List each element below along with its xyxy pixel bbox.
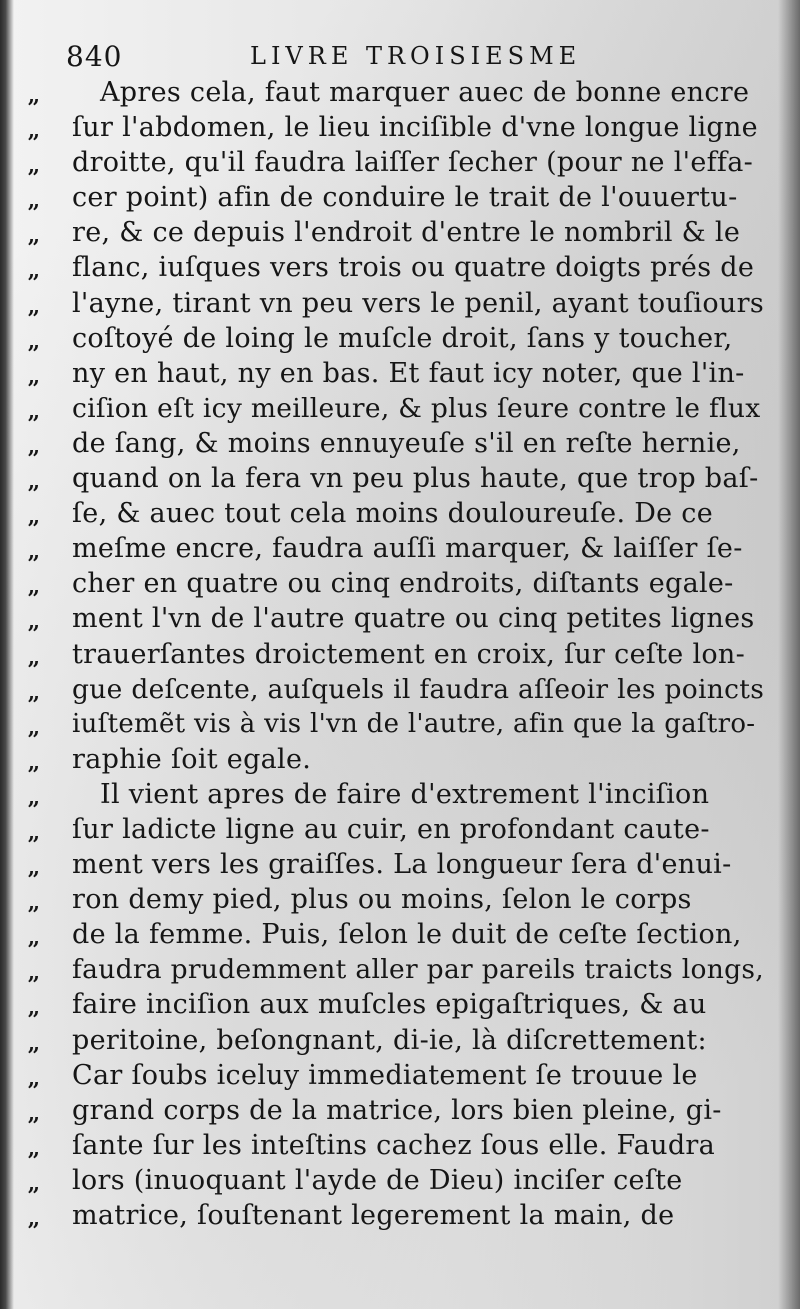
line-text: grand corps de la matrice, lors bien pleine, gi- (72, 1094, 722, 1126)
text-line (28, 75, 773, 110)
line-text: cher en quatre ou cinq endroits, diſtants egale- (72, 568, 734, 600)
line-text: ſante ſur les inteſtins cachez ſous elle. Faudra (72, 1129, 716, 1161)
quotation-mark: ,, (28, 188, 38, 213)
line-text: flanc, iuſques vers trois ou quatre doigts prés de (72, 252, 755, 284)
quotation-mark: ,, (28, 749, 38, 774)
page-binding-edge (0, 0, 14, 1309)
text-line (28, 215, 773, 250)
quotation-mark: ,, (28, 539, 38, 564)
text-line (28, 1128, 773, 1163)
quotation-mark: ,, (28, 609, 38, 634)
quotation-mark: ,, (28, 504, 38, 529)
text-line (28, 566, 773, 601)
quotation-mark: ,, (28, 925, 38, 950)
line-text: quand on la fera vn peu plus haute, que trop baſ- (72, 463, 759, 495)
line-text: droitte, qu'il faudra laiſſer ſecher (pour ne l'effa- (72, 147, 754, 179)
text-line (28, 1163, 773, 1198)
line-text: ſur l'abdomen, le lieu inciſible d'vne longue ligne (72, 112, 758, 144)
text-line (28, 531, 773, 566)
line-text: cer point) afin de conduire le trait de l'ouuertu- (72, 182, 738, 214)
text-line (28, 637, 773, 672)
quotation-mark: ,, (28, 433, 38, 458)
quotation-mark: ,, (28, 960, 38, 985)
text-line (28, 1058, 773, 1093)
quotation-mark: ,, (28, 714, 38, 739)
line-text: ron demy pied, plus ou moins, ſelon le corps (72, 884, 692, 916)
quotation-mark: ,, (28, 1206, 38, 1230)
text-line (28, 391, 773, 426)
line-text: gue deſcente, auſquels il faudra aſſeoir les poincts (72, 673, 765, 705)
page-outer-edge (778, 0, 800, 1309)
line-text: ſe, & auec tout cela moins douloureuſe. De ce (72, 498, 714, 530)
text-line (28, 250, 773, 285)
quotation-mark: ,, (28, 398, 38, 423)
quotation-mark: ,, (28, 469, 38, 494)
line-text: ciſion eſt icy meilleure, & plus ſeure contre le flux (72, 392, 761, 424)
text-line (28, 672, 773, 707)
quotation-mark: ,, (28, 679, 38, 704)
quotation-mark: ,, (28, 995, 38, 1020)
line-text: ſur ladicte ligne au cuir, en profondant caute- (72, 813, 710, 845)
quotation-mark: ,, (28, 855, 38, 880)
quotation-mark: ,, (28, 293, 38, 318)
quotation-mark: ,, (28, 258, 38, 283)
quotation-mark: ,, (28, 1135, 38, 1160)
text-line (28, 812, 773, 847)
quotation-mark: ,, (28, 118, 38, 143)
text-line (28, 1093, 773, 1128)
quotation-mark: ,, (28, 83, 38, 107)
line-text: re, & ce depuis l'endroit d'entre le nombril & le (72, 217, 741, 249)
running-title: LIVRE TROISIESME (250, 42, 582, 70)
line-text: meſme encre, faudra auſſi marquer, & laiſſer ſe- (72, 533, 743, 565)
line-text: raphie ſoit egale. (72, 743, 312, 775)
text-line (28, 882, 773, 917)
body-text (28, 75, 773, 1233)
text-line (28, 1023, 773, 1058)
quotation-mark: ,, (28, 363, 38, 388)
quotation-mark: ,, (28, 819, 38, 844)
text-line (28, 496, 773, 531)
text-line (28, 180, 773, 215)
text-line (28, 987, 773, 1022)
line-text: faudra prudemment aller par pareils traicts longs, (72, 954, 765, 986)
quotation-mark: ,, (28, 1170, 38, 1195)
text-line (28, 426, 773, 461)
line-text: de la femme. Puis, ſelon le duit de ceſte ſection, (72, 919, 742, 951)
text-line (28, 321, 773, 356)
line-text: peritoine, beſongnant, di-ie, là diſcrettement: (72, 1024, 707, 1056)
quotation-mark: ,, (28, 223, 38, 248)
quotation-mark: ,, (28, 574, 38, 599)
line-text: ment l'vn de l'autre quatre ou cinq petites lignes (72, 603, 755, 635)
text-line (28, 707, 773, 742)
quotation-mark: ,, (28, 1100, 38, 1125)
text-line (28, 286, 773, 321)
line-text: Apres cela, faut marquer auec de bonne encre (100, 77, 750, 108)
line-text: coſtoyé de loing le muſcle droit, ſans y toucher, (72, 322, 733, 354)
text-line (28, 952, 773, 987)
page-number: 840 (66, 40, 123, 73)
line-text: iuſtemẽt vis à vis l'vn de l'autre, afin que la gaſtro- (72, 708, 756, 739)
quotation-mark: ,, (28, 1030, 38, 1055)
line-text: ny en haut, ny en bas. Et faut icy noter, que l'in- (72, 357, 745, 389)
line-text: de ſang, & moins ennuyeuſe s'il en reſte hernie, (72, 427, 741, 459)
quotation-mark: ,, (28, 153, 38, 178)
text-line (28, 601, 773, 636)
quotation-mark: ,, (28, 890, 38, 915)
page-header (60, 36, 710, 76)
line-text: l'ayne, tirant vn peu vers le penil, ayant touſiours (72, 287, 764, 319)
text-line (28, 356, 773, 391)
line-text: Il vient apres de faire d'extrement l'inciſion (100, 778, 710, 810)
line-text: ment vers les graiſſes. La longueur ſera d'enui- (72, 849, 732, 881)
line-text: Car ſoubs iceluy immediatement ſe trouue le (72, 1059, 698, 1091)
line-text: lors (inuoquant l'ayde de Dieu) inciſer ceſte (72, 1164, 683, 1196)
quotation-mark: ,, (28, 328, 38, 353)
quotation-mark: ,, (28, 1065, 38, 1090)
text-line (28, 917, 773, 952)
text-line (28, 777, 773, 812)
line-text: faire inciſion aux muſcles epigaſtriques, & au (72, 989, 707, 1021)
line-text: matrice, ſouſtenant legerement la main, de (72, 1200, 675, 1231)
text-line (28, 110, 773, 145)
text-line (28, 742, 773, 777)
text-line (28, 461, 773, 496)
text-line (28, 847, 773, 882)
line-text: trauerſantes droictement en croix, ſur ceſte lon- (72, 638, 746, 670)
quotation-mark: ,, (28, 644, 38, 669)
text-line (28, 1198, 773, 1233)
quotation-mark: ,, (28, 784, 38, 809)
text-line (28, 145, 773, 180)
